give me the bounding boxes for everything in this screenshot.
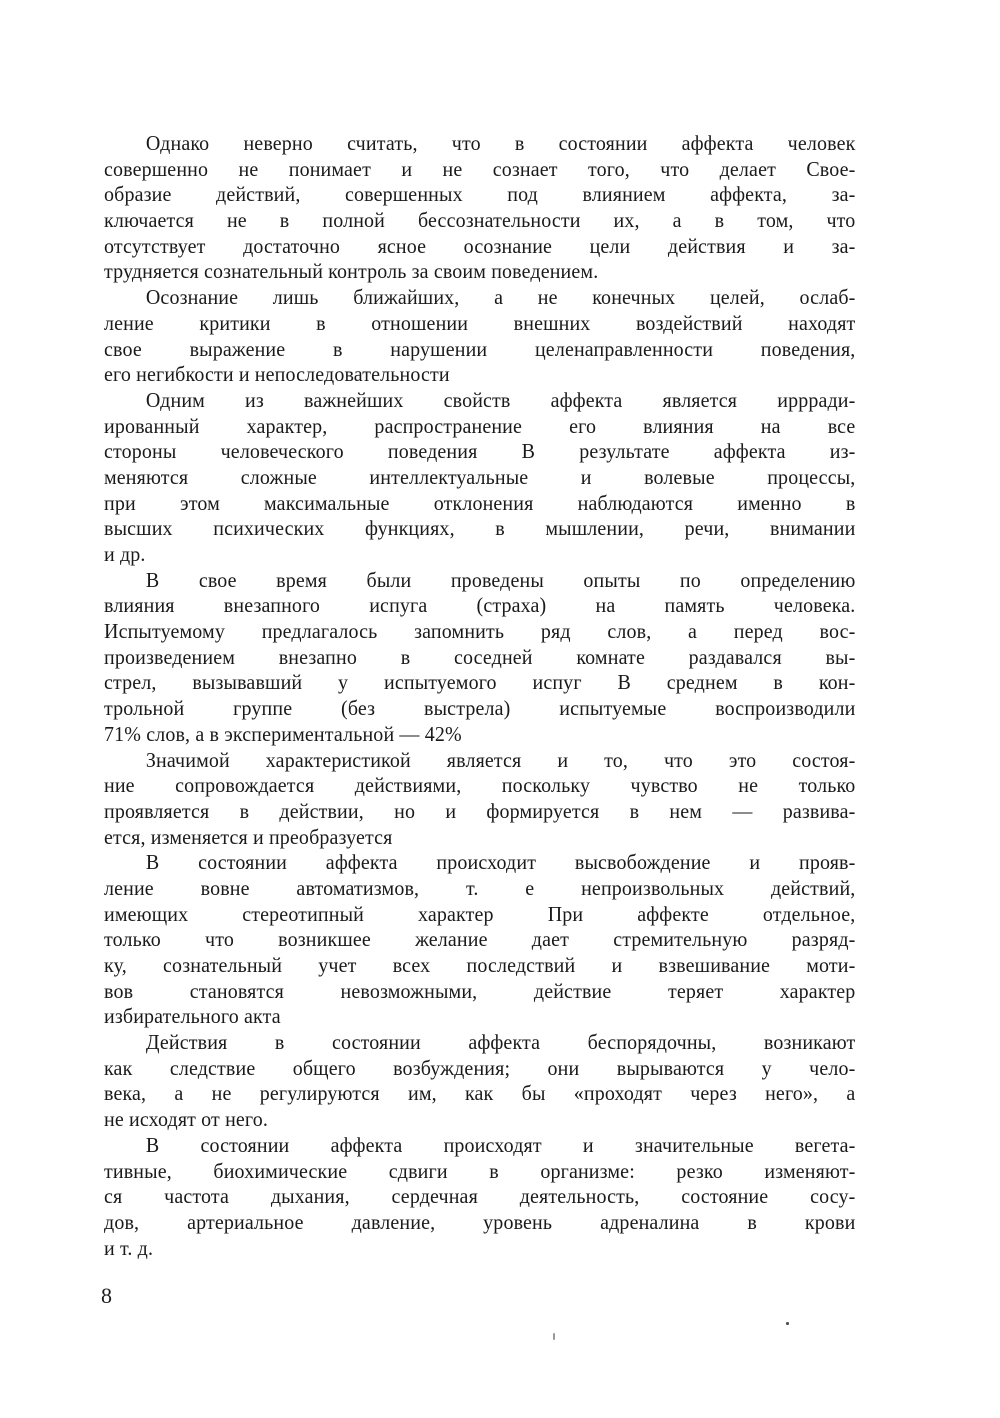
text-line: ированный характер, распространение его влияния на все [104,413,856,438]
page-number: 8 [101,1283,112,1308]
text-line: В состоянии аффекта происходят и значительные вегета- [145,1132,856,1157]
text-line: проявляется в действии, но и формируется в нем — развива- [104,798,856,823]
text-line: имеющих стереотипный характер При аффекте отдельное, [104,901,856,926]
text-line: дов, артериальное давление, уровень адреналина в крови [104,1209,856,1234]
paragraph [104,568,856,748]
text-line: ся частота дыхания, сердечная деятельность, состояние сосу- [104,1184,856,1209]
text-line: вов становятся невозможными, действие теряет характер [104,978,856,1003]
text-line: избирательного акта [104,1004,281,1029]
text-line: его негибкости и непоследовательности [104,362,450,387]
text-line: трудняется сознательный контроль за своим поведением. [104,259,599,284]
page-body [104,131,856,1261]
text-line: при этом максимальные отклонения наблюдаются именно в [104,490,856,515]
text-line: только что возникшее желание дает стремительную разряд- [104,927,856,952]
text-line: произведением внезапно в соседней комнате раздавался вы- [104,644,856,669]
text-line: меняются сложные интеллектуальные и волевые процессы, [104,464,856,489]
paragraph [104,748,856,851]
text-line: 71% слов, а в экспериментальной — 42% [104,721,462,746]
scan-speck [553,1333,555,1340]
text-line: ление критики в отношении внешних воздействий находят [104,310,856,335]
text-line: В состоянии аффекта происходит высвобождение и прояв- [145,850,856,875]
text-line: стрел, вызывавший у испытуемого испуг В среднем в кон- [104,670,856,695]
text-line: В свое время были проведены опыты по определению [145,567,856,592]
text-line: Одним из важнейших свойств аффекта является иррради- [145,387,856,412]
text-line: влияния внезапного испуга (страха) на память человека. [104,593,856,618]
text-line: и др. [104,542,146,566]
text-line: и т. д. [104,1235,154,1260]
paragraph [104,1133,856,1261]
text-line: Значимой характеристикой является и то, что это состоя- [145,747,856,772]
text-line: высших психических функциях, в мышлении, речи, внимании [104,516,856,541]
text-line: совершенно не понимает и не сознает того, что делает Свое- [104,156,856,181]
text-line: ние сопровождается действиями, поскольку чувство не только [104,773,856,798]
text-line: ется, изменяется и преобразуется [104,824,393,849]
text-line: ление вовне автоматизмов, т. е непроизвольных действий, [104,875,856,900]
text-line: тивные, биохимические сдвиги в организме: резко изменяют- [104,1158,856,1183]
text-line: стороны человеческого поведения В результате аффекта из- [104,439,856,464]
paragraph [104,850,856,1030]
paragraph [104,285,856,388]
paragraph [104,1030,856,1133]
text-line: трольной группе (без выстрела) испытуемые воспроизводили [104,696,856,721]
text-line: как следствие общего возбуждения; они вырываются у чело- [104,1055,856,1080]
text-line: Однако неверно считать, что в состоянии аффекта человек [145,131,856,155]
text-line: века, а не регулируются им, как бы «проходят через него», а [104,1081,856,1106]
text-line: Осознание лишь ближайших, а не конечных целей, ослаб- [145,285,856,310]
text-line: ключается не в полной бессознательности их, а в том, что [104,208,856,233]
text-line: образие действий, совершенных под влиянием аффекта, за- [104,182,856,207]
text-line: не исходят от него. [104,1107,269,1132]
text-line: Действия в состоянии аффекта беспорядочны, возникают [145,1030,856,1055]
paragraph [104,388,856,568]
text-line: Испытуемому предлагалось запомнить ряд слов, а перед вос- [104,619,856,644]
scan-speck [786,1322,789,1325]
text-line: отсутствует достаточно ясное осознание цели действия и за- [104,233,856,258]
text-line: ку, сознательный учет всех последствий и взвешивание моти- [104,953,856,977]
paragraph [104,131,856,285]
text-line: свое выражение в нарушении целенаправленности поведения, [104,336,856,361]
